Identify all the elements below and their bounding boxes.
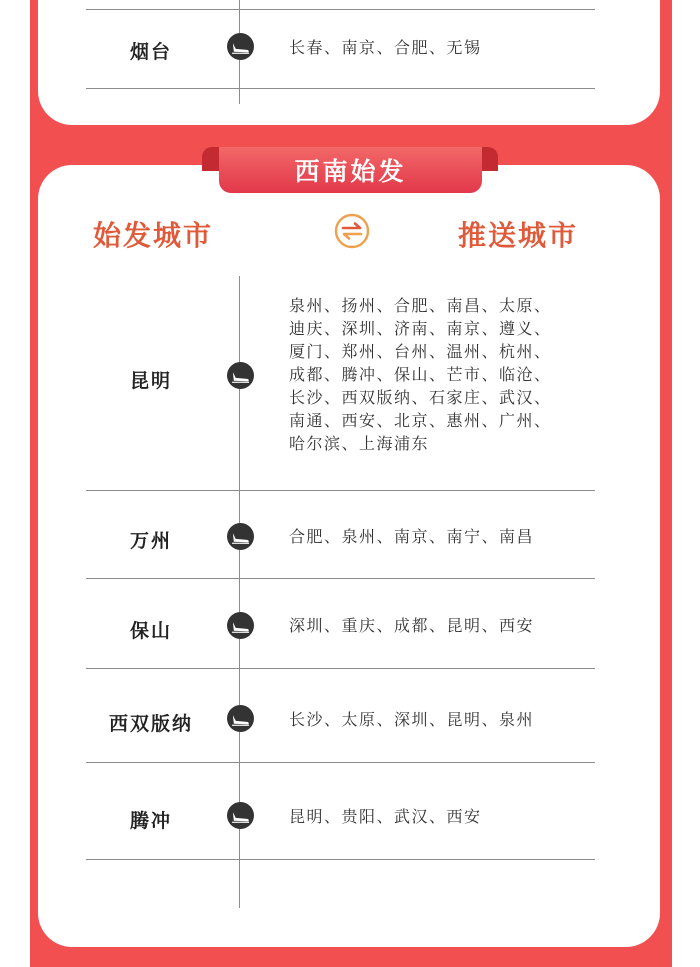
destination-list: 昆明、贵阳、武汉、西安	[289, 807, 482, 826]
origin-city-baoshan: 保山	[129, 620, 172, 642]
plane-landing-icon	[227, 523, 254, 550]
row-divider	[86, 762, 595, 763]
destination-list: 泉州、扬州、合肥、南昌、太原、 迪庆、深圳、济南、南京、遵义、 厦门、郑州、台州、温州、杭州、 成都、腾冲、保山、芒市、临沧、 长沙、西双版纳、石家庄、武汉、 南通、西安、北京、惠州、广州、 哈尔滨、上海浦东	[289, 296, 552, 453]
destination-list: 合肥、泉州、南京、南宁、南昌	[289, 527, 535, 546]
row-divider	[86, 668, 595, 669]
plane-landing-icon	[227, 802, 254, 829]
row-divider	[86, 578, 595, 579]
plane-landing-icon	[227, 612, 254, 639]
origin-city-kunming: 昆明	[129, 370, 172, 392]
origin-city-xishuangbanna: 西双版纳	[108, 713, 193, 735]
swap-arrows-icon	[334, 213, 370, 249]
origin-city-wanzhou: 万州	[129, 530, 172, 552]
origin-column-header: 始发城市	[93, 219, 214, 252]
push-column-header: 推送城市	[458, 219, 579, 252]
section-title-banner	[219, 147, 482, 193]
row-divider	[86, 859, 595, 860]
section-title: 西南始发	[294, 157, 407, 186]
origin-city-yantai: 烟台	[129, 41, 172, 63]
destination-list: 深圳、重庆、成都、昆明、西安	[289, 616, 535, 635]
plane-landing-icon	[227, 705, 254, 732]
origin-city-tengchong: 腾冲	[129, 810, 172, 832]
destination-list: 长沙、太原、深圳、昆明、泉州	[289, 710, 535, 729]
row-divider	[86, 9, 595, 10]
row-divider	[86, 88, 595, 89]
row-divider	[86, 490, 595, 491]
destination-list: 长春、南京、合肥、无锡	[289, 38, 482, 57]
plane-landing-icon	[227, 362, 254, 389]
plane-landing-icon	[227, 33, 254, 60]
